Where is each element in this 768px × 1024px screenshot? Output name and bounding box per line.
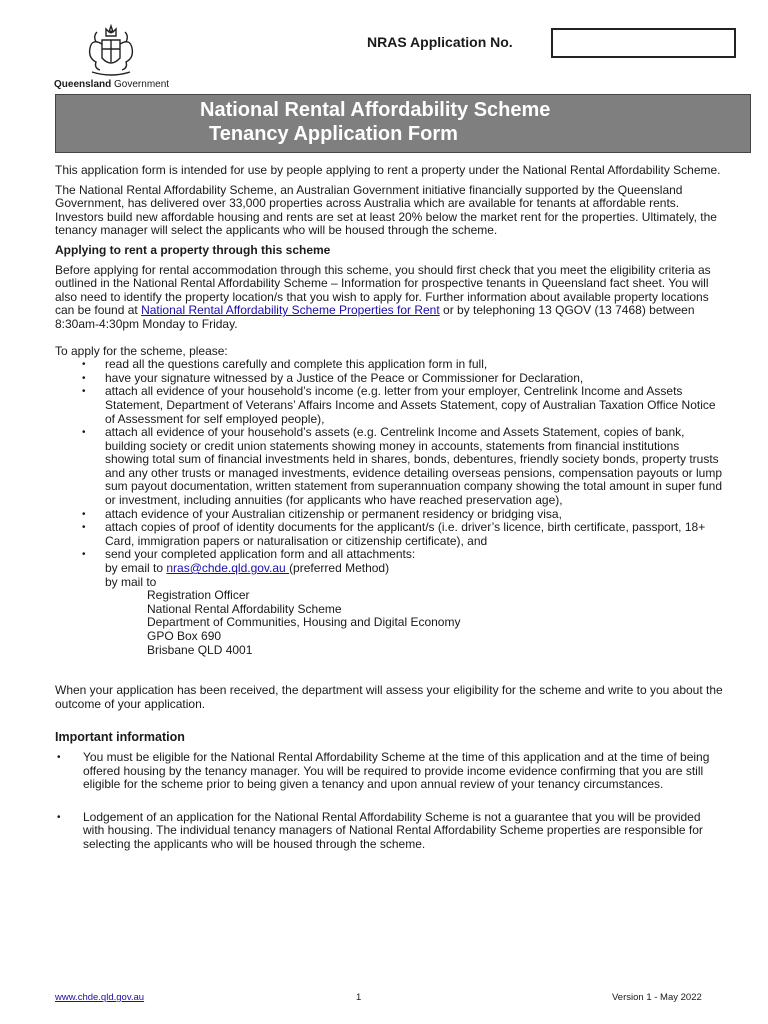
apply-intro: To apply for the scheme, please: [55, 343, 228, 358]
application-number-field[interactable] [551, 28, 736, 58]
list-item: • Lodgement of an application for the National Rental Affordability Scheme is not a guarantee that you will be provided with housing. The individual tenancy managers of National Rental Affordability Scheme properties are responsible for selecting the applicants who will be housed through the scheme. [55, 811, 723, 852]
important-list [55, 751, 723, 852]
document-body [55, 164, 723, 871]
list-item: • have your signature witnessed by a Justice of the Peace or Commissioner for Declaration, [55, 372, 723, 386]
list-item: • attach all evidence of your household’s assets (e.g. Centrelink Income and Assets Statement, copies of bank, building society or credit union statements showing money in accounts, statements from financial institutions showing total sum of financial investments held in shares, bonds, debentures, friendly society bonds, property trusts and any other trusts or managed investments, evidence detailing overseas pensions, compensation payouts or lump sum payout documentation, written statement from superannuation company showing the total amount in super fund or investment, including annuities (for applicants who have reached preservation age), [55, 426, 723, 508]
intro-paragraph-2: The National Rental Affordability Scheme, an Australian Government initiative financially supported by the Queensland Government, has delivered over 33,000 properties across Australia which are available for tenants at affordable rents. Investors build new affordable housing and rents are set at least 20% below the market rent for the properties. Ultimately, the tenancy manager will select the applicants who will be housed through the scheme. [55, 182, 717, 238]
address-line: Brisbane QLD 4001 [147, 642, 253, 657]
footer-version: Version 1 - May 2022 [612, 992, 702, 1003]
list-item: • You must be eligible for the National Rental Affordability Scheme at the time of this application and at the time of being offered housing by the tenancy manager. You will be required to provide income evidence confirming that you are still eligible for the scheme prior to being given a tenancy and upon annual review of your tenancy circumstances. [55, 751, 723, 792]
address-line: GPO Box 690 [147, 629, 222, 643]
email-link[interactable]: nras@chde.qld.gov.au [166, 561, 290, 576]
received-paragraph: When your application has been received, the department will assess your eligibility for the scheme and write to you about the outcome of your application. [55, 683, 723, 711]
applying-heading: Applying to rent a property through this scheme [55, 242, 331, 257]
address-line: Department of Communities, Housing and Digital Economy [147, 615, 461, 630]
footer-website-link[interactable]: www.chde.qld.gov.au [55, 992, 145, 1003]
address-line: Registration Officer [147, 588, 250, 603]
form-title-bar [55, 94, 751, 153]
apply-steps-list [55, 358, 723, 657]
queensland-government-logo [54, 22, 170, 94]
coat-of-arms-icon [82, 22, 140, 78]
list-item: • attach copies of proof of identity documents for the applicant/s (i.e. driver’s licence, birth certificate, passport, 18+ Card, immigration papers or naturalisation or citizenship certificate), and [55, 521, 723, 548]
logo-wordmark: Queensland Government [54, 79, 170, 90]
properties-for-rent-link[interactable]: National Rental Affordability Scheme Properties for Rent [141, 303, 440, 318]
list-item: • read all the questions carefully and complete this application form in full, [55, 358, 723, 372]
by-email-line: by email to nras@chde.qld.gov.au (preferred Method) [105, 561, 390, 576]
list-item: • attach all evidence of your household’s income (e.g. letter from your employer, Centrelink Income and Assets Statement, Department of Veterans’ Affairs Income and Assets Statement, copy of Australian Taxation Office Notice of Assessment for self employed people), [55, 385, 723, 426]
by-mail-label: by mail to [105, 574, 157, 589]
address-line: National Rental Affordability Scheme [147, 601, 342, 616]
applying-paragraph: Before applying for rental accommodation through this scheme, you should first check that you meet the eligibility criteria as outlined in the National Rental Affordability Scheme – Information for prospective tenants in Queensland fact sheet. You will also need to identify the property location/s that you wish to apply for. Further information about available property locations can be found at National Rental Affordability Scheme Properties for Rent or by telephoning 13 QGOV (13 7468) between 8:30am-4:30pm Monday to Friday. [55, 262, 711, 331]
application-number-label: NRAS Application No. [367, 34, 513, 50]
mailing-address [147, 589, 723, 657]
list-item: • attach evidence of your Australian citizenship or permanent residency or bridging visa, [55, 508, 723, 522]
form-title-line-2: Tenancy Application Form [209, 123, 458, 145]
form-title-line-1: National Rental Affordability Scheme [200, 99, 551, 121]
list-item-send [55, 548, 723, 657]
important-heading: Important information [55, 730, 185, 745]
intro-paragraph-1: This application form is intended for use by people applying to rent a property under the National Rental Affordability Scheme. [55, 163, 721, 177]
send-label: • send your completed application form and all attachments: [105, 547, 416, 562]
footer-page-number: 1 [356, 992, 362, 1003]
